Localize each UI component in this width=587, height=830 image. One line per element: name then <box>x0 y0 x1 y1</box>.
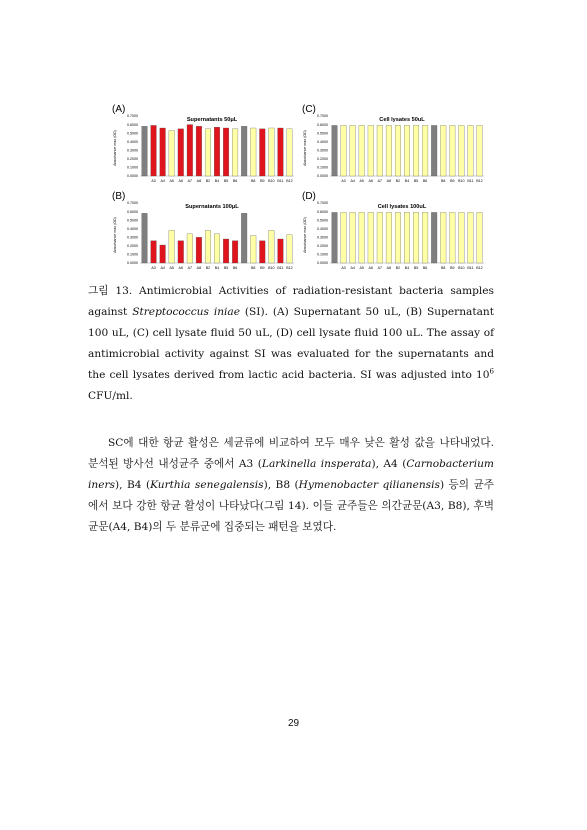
x-tick-label: A6 <box>178 266 183 270</box>
x-tick-label: A3 <box>151 266 156 270</box>
x-tick-label: B10 <box>268 266 275 270</box>
x-tick-label: B6 <box>232 266 238 270</box>
y-tick-label: 0.6000 <box>317 122 328 127</box>
x-tick-label: B10 <box>458 179 465 183</box>
bar <box>250 128 256 176</box>
x-tick-label: B12 <box>476 266 483 270</box>
bar <box>477 212 483 263</box>
body-text-3: ), B4 ( <box>114 479 151 491</box>
bar <box>160 245 166 263</box>
chart-cell-lysates-50 <box>300 104 486 186</box>
y-tick-label: 0.2000 <box>317 244 328 249</box>
y-tick-label: 0.3000 <box>127 235 138 240</box>
bar <box>413 212 419 263</box>
x-tick-label: B6 <box>422 266 428 270</box>
x-tick-label: A4 <box>160 266 165 270</box>
bar <box>431 212 437 263</box>
panel-b <box>110 191 296 277</box>
bar <box>449 125 455 176</box>
x-tick-label: B9 <box>450 266 455 270</box>
x-tick-label: B11 <box>277 266 284 270</box>
x-tick-label: B2 <box>395 266 401 270</box>
x-tick-label: B11 <box>467 266 474 270</box>
y-tick-label: 0.2000 <box>317 157 328 162</box>
caption-exponent: 6 <box>489 367 494 376</box>
bar <box>395 125 401 176</box>
x-tick-label: B5 <box>223 179 229 183</box>
x-tick-label: B10 <box>458 266 465 270</box>
bar <box>278 239 284 263</box>
y-tick-label: 0.5000 <box>127 218 138 223</box>
x-tick-label: A7 <box>187 179 193 183</box>
body-text-4: ), B8 ( <box>263 479 299 491</box>
x-tick-label: B2 <box>205 179 211 183</box>
x-tick-label: B2 <box>205 266 211 270</box>
bar <box>287 235 293 263</box>
y-tick-label: 0.7000 <box>127 201 138 206</box>
y-tick-label: 0.7000 <box>317 201 328 206</box>
x-tick-label: B4 <box>404 179 410 183</box>
y-axis-label: Absorbance max (OD) <box>303 217 307 253</box>
bar <box>404 125 410 176</box>
x-tick-label: A5 <box>169 266 174 270</box>
bar <box>422 212 428 263</box>
bar <box>169 131 175 176</box>
body-text-1: SC에 대한 항균 활성은 세균류에 비교하여 모두 매우 낮은 활성 값을 나타내었다. 분석된 방사선 내성균주 중에서 A3 ( <box>88 437 494 470</box>
y-tick-label: 0.1000 <box>127 252 138 257</box>
x-tick-label: B9 <box>260 266 265 270</box>
y-tick-label: 0.4000 <box>317 139 328 144</box>
bar <box>151 241 157 263</box>
x-tick-label: A8 <box>386 179 392 183</box>
x-tick-label: B11 <box>277 179 284 183</box>
bar <box>232 241 238 263</box>
chart-title: Supernatants 50μL <box>186 117 238 123</box>
x-tick-label: B8 <box>251 266 256 270</box>
panel-letter: (A) <box>112 104 126 115</box>
caption-prefix: 그림 13. Antimicrobial Activities of radiation-resistant bacteria samples against <box>88 285 494 318</box>
body-text-2: ), A4 ( <box>371 458 407 470</box>
bar <box>178 241 184 263</box>
x-tick-label: B4 <box>404 266 410 270</box>
bar <box>196 237 202 263</box>
bar <box>449 212 455 263</box>
caption-unit: CFU/ml. <box>88 390 133 402</box>
x-tick-label: A5 <box>359 179 364 183</box>
bar <box>359 125 365 176</box>
bar <box>142 126 148 176</box>
chart-title: Cell lysates 50uL <box>379 117 425 123</box>
bar <box>223 128 229 176</box>
bar <box>377 212 383 263</box>
y-axis-label: Absorbance max (OD) <box>113 217 117 253</box>
bar <box>359 212 365 263</box>
y-tick-label: 0.0000 <box>127 261 138 266</box>
bar <box>477 125 483 176</box>
bar <box>332 125 338 176</box>
x-tick-label: A3 <box>341 179 346 183</box>
bar <box>269 230 275 263</box>
x-tick-label: B12 <box>286 266 293 270</box>
x-tick-label: B4 <box>214 179 220 183</box>
x-tick-label: B5 <box>413 266 419 270</box>
chart-title: Cell lysates 100uL <box>377 204 427 210</box>
bar <box>413 125 419 176</box>
bar <box>160 128 166 176</box>
x-tick-label: A6 <box>368 179 373 183</box>
bar <box>386 212 392 263</box>
x-tick-label: A8 <box>386 266 392 270</box>
chart-title: Supernatants 100μL <box>185 204 239 210</box>
x-tick-label: A8 <box>196 266 202 270</box>
bar <box>377 125 383 176</box>
bar <box>459 125 465 176</box>
y-tick-label: 0.5000 <box>127 131 138 136</box>
x-tick-label: A4 <box>350 266 355 270</box>
x-tick-label: A4 <box>350 179 355 183</box>
x-tick-label: A8 <box>196 179 202 183</box>
x-tick-label: A4 <box>160 179 165 183</box>
y-tick-label: 0.4000 <box>127 139 138 144</box>
y-tick-label: 0.6000 <box>127 122 138 127</box>
figure-caption <box>88 281 494 407</box>
bar <box>259 241 265 263</box>
x-tick-label: B2 <box>395 179 401 183</box>
bar <box>169 230 175 263</box>
y-tick-label: 0.7000 <box>127 114 138 119</box>
bar <box>468 212 474 263</box>
y-tick-label: 0.4000 <box>127 226 138 231</box>
bar <box>431 125 437 176</box>
x-tick-label: A3 <box>341 266 346 270</box>
y-tick-label: 0.3000 <box>317 235 328 240</box>
bar <box>468 125 474 176</box>
species-larkinella: Larkinella insperata <box>261 458 372 470</box>
x-tick-label: B12 <box>286 179 293 183</box>
bar <box>187 125 193 176</box>
bar <box>422 125 428 176</box>
species-hymenobacter: Hymenobacter qilianensis <box>298 479 440 491</box>
panel-d <box>300 191 486 277</box>
x-tick-label: B11 <box>467 179 474 183</box>
x-tick-label: A7 <box>187 266 193 270</box>
y-tick-label: 0.6000 <box>127 209 138 214</box>
bar <box>287 129 293 176</box>
y-tick-label: 0.7000 <box>317 114 328 119</box>
x-tick-label: B8 <box>441 179 446 183</box>
bar <box>386 125 392 176</box>
bar <box>259 129 265 176</box>
x-tick-label: B8 <box>441 266 446 270</box>
bar <box>151 125 157 176</box>
chart-supernatants-100 <box>110 191 296 273</box>
bar <box>214 234 220 263</box>
x-tick-label: A6 <box>178 179 183 183</box>
y-tick-label: 0.3000 <box>127 148 138 153</box>
y-tick-label: 0.4000 <box>317 226 328 231</box>
bar <box>178 129 184 176</box>
y-tick-label: 0.2000 <box>127 244 138 249</box>
bar <box>241 213 247 263</box>
x-tick-label: A5 <box>359 266 364 270</box>
x-tick-label: B6 <box>422 179 428 183</box>
y-tick-label: 0.0000 <box>317 261 328 266</box>
x-tick-label: B5 <box>223 266 229 270</box>
bar <box>350 212 356 263</box>
x-tick-label: B4 <box>214 266 220 270</box>
bar <box>440 212 446 263</box>
bar <box>395 212 401 263</box>
bar <box>368 125 374 176</box>
y-tick-label: 0.0000 <box>127 174 138 179</box>
panel-letter: (B) <box>112 191 126 202</box>
body-paragraph <box>88 433 494 538</box>
bar <box>250 236 256 263</box>
bar <box>223 239 229 263</box>
page-number: 29 <box>287 718 300 729</box>
bar <box>187 234 193 263</box>
body-text-5: ) 등의 균주에서 보다 강한 항균 활성이 나타났다(그림 14). 이들 균주들은 의간균문(A3, B8), 후벽균문(A4, B4)의 두 분류군에 집중되는 패턴을 보였다. <box>88 479 494 533</box>
panel-letter: (C) <box>302 104 316 115</box>
species-carnobacterium: Carnobacterium iners <box>88 458 494 491</box>
bar <box>205 230 211 263</box>
bar <box>341 125 347 176</box>
x-tick-label: B5 <box>413 179 419 183</box>
chart-cell-lysates-100 <box>300 191 486 273</box>
chart-supernatants-50 <box>110 104 296 186</box>
bar <box>205 129 211 176</box>
x-tick-label: A5 <box>169 179 174 183</box>
y-tick-label: 0.0000 <box>317 174 328 179</box>
y-axis-label: Absorbance max (OD) <box>303 130 307 166</box>
y-tick-label: 0.5000 <box>317 218 328 223</box>
bar <box>440 125 446 176</box>
bar <box>269 128 275 176</box>
bar <box>278 128 284 176</box>
y-tick-label: 0.5000 <box>317 131 328 136</box>
bar <box>142 213 148 263</box>
bar <box>232 129 238 176</box>
caption-rest: (SI). (A) Supernatant 50 uL, (B) Supernatant 100 uL, (C) cell lysate fluid 50 uL, (D) cell lysate fluid 100 uL. The assay of antimicrobial activity against SI was evaluated for the supernatants and the cell lysates derived from lactic acid bacteria. SI was adjusted into 10 <box>88 306 494 381</box>
x-tick-label: B9 <box>450 179 455 183</box>
y-axis-label: Absorbance max (OD) <box>113 130 117 166</box>
y-tick-label: 0.6000 <box>317 209 328 214</box>
bar <box>241 126 247 176</box>
x-tick-label: A7 <box>377 266 383 270</box>
bar <box>404 212 410 263</box>
bar <box>214 127 220 176</box>
y-tick-label: 0.1000 <box>317 252 328 257</box>
species-kurthia: Kurthia senegalensis <box>150 479 264 491</box>
y-tick-label: 0.1000 <box>127 165 138 170</box>
x-tick-label: B10 <box>268 179 275 183</box>
bar <box>332 212 338 263</box>
caption-species: Streptococcus iniae <box>132 306 240 318</box>
bar <box>341 212 347 263</box>
bar <box>350 125 356 176</box>
y-tick-label: 0.3000 <box>317 148 328 153</box>
x-tick-label: A3 <box>151 179 156 183</box>
x-tick-label: B8 <box>251 179 256 183</box>
x-tick-label: A7 <box>377 179 383 183</box>
x-tick-label: B6 <box>232 179 238 183</box>
panel-letter: (D) <box>302 191 316 202</box>
x-tick-label: A6 <box>368 266 373 270</box>
bar <box>459 212 465 263</box>
x-tick-label: B12 <box>476 179 483 183</box>
y-tick-label: 0.2000 <box>127 157 138 162</box>
x-tick-label: B9 <box>260 179 265 183</box>
bar <box>196 126 202 176</box>
y-tick-label: 0.1000 <box>317 165 328 170</box>
bar <box>368 212 374 263</box>
panel-a <box>110 104 296 190</box>
panel-c <box>300 104 486 190</box>
